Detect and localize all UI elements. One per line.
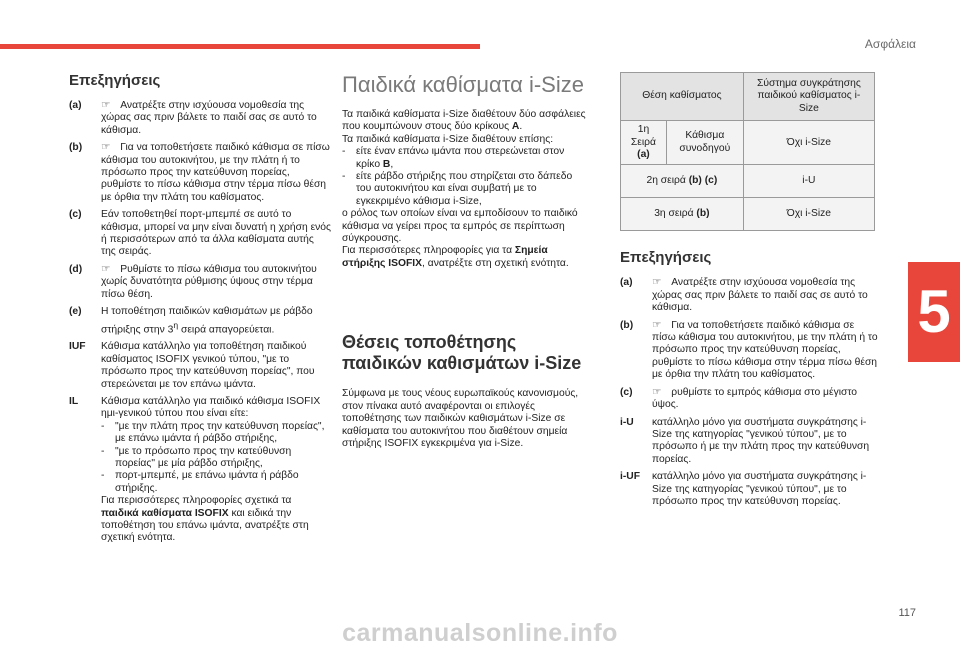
explanations-heading: Επεξηγήσεις xyxy=(620,249,712,267)
table-row xyxy=(621,198,875,231)
note-text: κατάλληλο μόνο για συστήματα συγκράτησης i-Size της κατηγορίας "γενικού τύπου", με το πρόσωπο ή με την πλάτη προς την κατεύθυνση πορείας. xyxy=(652,416,870,465)
cross-reference: παιδικά καθίσματα ISOFIX xyxy=(101,507,229,519)
explanations-column-left xyxy=(69,72,331,550)
table-header-row xyxy=(621,73,875,121)
note-text: κατάλληλο μόνο για συστήματα συγκράτησης i-Size της κατηγορίας "γενικού τύπου", με το πρόσωπο προς την κατεύθυνση πορείας. xyxy=(652,471,867,507)
note-key: (c) xyxy=(69,209,82,221)
arrow-icon: ☞ xyxy=(652,319,662,331)
explanations-heading: Επεξηγήσεις xyxy=(69,72,161,89)
table-cell: 1η Σειρά (a) xyxy=(621,121,667,165)
note-iuf xyxy=(620,471,878,508)
note-iu xyxy=(620,417,878,467)
chapter-tab: 5 xyxy=(908,262,960,362)
table-row xyxy=(621,165,875,198)
table-header: Θέση καθίσματος xyxy=(621,73,744,121)
table-header: Σύστημα συγκράτησης παιδικού καθίσματος i-Size xyxy=(743,73,874,121)
top-accent-bar xyxy=(0,44,480,49)
note-key: (e) xyxy=(69,306,82,318)
section-subtitle: Θέσεις τοποθέτησης παιδικών καθισμάτων i-Size xyxy=(342,332,582,374)
table-cell: Όχι i-Size xyxy=(743,121,874,165)
isize-column xyxy=(342,72,587,450)
isize-seat-table xyxy=(620,72,875,231)
arrow-icon: ☞ xyxy=(652,277,662,289)
note-key: (d) xyxy=(69,263,83,275)
note-text: Για να τοποθετήσετε παιδικό κάθισμα σε πίσω κάθισμα του αυτοκινήτου, με την πλάτη ή το πρόσωπο προς την κατεύθυνση πορείας, ρυθμίστε το πίσω κάθισμα στην τέρμα πίσω θέση με όρθια την πλάτη του καθίσματος. xyxy=(652,319,878,381)
note-key: (c) xyxy=(620,386,633,398)
list-item: - "με το πρόσωπο προς την κατεύθυνση πορείας" με μία ράβδο στήριξης, xyxy=(101,445,292,469)
note-key: (b) xyxy=(620,319,634,331)
table-column xyxy=(620,72,878,513)
note-text: σειρά απαγορεύεται. xyxy=(178,323,275,335)
arrow-icon: ☞ xyxy=(101,263,111,275)
arrow-icon: ☞ xyxy=(101,142,111,154)
paragraph: Για περισσότερες πληροφορίες για τα Σημεία στήριξης ISOFIX, ανατρέξτε στη σχετική ενότητα. xyxy=(342,245,569,269)
note-text: Κάθισμα κατάλληλο για παιδικό κάθισμα ISOFIX ημι-γενικού τύπου που είναι είτε: xyxy=(101,395,321,420)
note-key: (a) xyxy=(69,100,82,111)
table-cell: Κάθισμα συνοδηγού xyxy=(666,121,743,165)
section-title: Ασφάλεια xyxy=(864,37,916,51)
table-cell: i-U xyxy=(743,165,874,198)
note-a xyxy=(620,277,878,314)
note-c xyxy=(69,209,331,259)
note-text: Ανατρέξτε στην ισχύουσα νομοθεσία της χώρας σας πριν βάλετε το παιδί σας σε αυτό το κάθισμα. xyxy=(101,100,317,136)
superscript: η xyxy=(173,319,179,330)
table-cell: 3η σειρά (b) xyxy=(621,198,744,231)
note-il xyxy=(69,396,331,545)
note-text: ρυθμίστε το εμπρός κάθισμα στο μέγιστο ύψος. xyxy=(652,386,858,411)
note-key: i-U xyxy=(620,416,634,428)
arrow-icon: ☞ xyxy=(652,386,662,398)
list-item: - πορτ-μπεμπέ, με επάνω ιμάντα ή ράβδο στήριξης. xyxy=(101,470,299,494)
note-key: (a) xyxy=(620,277,633,289)
paragraph: ο ρόλος των οποίων είναι να εμποδίσουν το παιδικό κάθισμα να γείρει προς τα εμπρός σε περίπτωση σύγκρουσης. xyxy=(342,208,578,245)
note-key: (b) xyxy=(69,142,83,154)
note-text: Ανατρέξτε στην ισχύουσα νομοθεσία της χώρας σας πριν βάλετε το παιδί σας σε αυτό το κάθισμα. xyxy=(652,277,868,314)
cross-reference: Σημεία στήριξης ISOFIX xyxy=(342,245,548,269)
note-text: Ρυθμίστε το πίσω κάθισμα του αυτοκινήτου χωρίς δυνατότητα ρύθμισης ύψους στην τέρμα πίσω θέση. xyxy=(101,263,317,300)
arrow-icon: ☞ xyxy=(101,100,111,111)
note-key: IUF xyxy=(69,341,86,353)
paragraph: Τα παιδικά καθίσματα i-Size διαθέτουν επίσης: xyxy=(342,133,554,145)
table-cell: Όχι i-Size xyxy=(743,198,874,231)
note-a xyxy=(69,100,331,137)
note-b xyxy=(69,142,331,204)
page-title: Παιδικά καθίσματα i-Size xyxy=(342,72,584,97)
paragraph: Σύμφωνα με τους νέους ευρωπαϊκούς κανονισμούς, στον πίνακα αυτό αναφέρονται οι επιλογές τοποθέτησης των παιδικών καθισμάτων i-Size σε καθίσματα του αυτοκινήτου που διαθέτουν σημεία στήριξης ISOFIX εγκεκριμένα για i-Size. xyxy=(342,388,579,449)
list-item: - είτε ράβδο στήριξης που στηρίζεται στο δάπεδο του αυτοκινήτου και είναι συμβατή με το εγκεκριμένο κάθισμα i-Size, xyxy=(342,171,573,207)
note-iuf xyxy=(69,341,331,391)
note-d xyxy=(69,264,331,301)
note-text: Για περισσότερες πληροφορίες σχετικά τα παιδικά καθίσματα ISOFIX και ειδικά την τοποθέτηση του επάνω ιμάντα, ανατρέξτε στη σχετική ενότητα. xyxy=(101,495,309,544)
list-item: - είτε έναν επάνω ιμάντα που στερεώνεται στον κρίκο B, xyxy=(342,146,565,170)
page-number: 117 xyxy=(898,607,916,619)
list-item: - "με την πλάτη προς την κατεύθυνση πορείας", με επάνω ιμάντα ή ράβδο στήριξης, xyxy=(101,420,325,445)
note-b xyxy=(620,320,878,382)
note-text: Για να τοποθετήσετε παιδικό κάθισμα σε πίσω κάθισμα του αυτοκινήτου, με την πλάτη ή το πρόσωπο προς την κατεύθυνση πορείας, ρυθμίστε το πίσω κάθισμα στην τέρμα πίσω θέση με όρθια την πλάτη του καθίσματος. xyxy=(101,142,330,203)
note-key: i-UF xyxy=(620,471,641,483)
note-c xyxy=(620,387,878,412)
table-row xyxy=(621,121,875,165)
note-key: IL xyxy=(69,395,79,407)
note-e xyxy=(69,306,331,336)
table-cell: 2η σειρά (b) (c) xyxy=(621,165,744,198)
note-text: Η τοποθέτηση παιδικών καθισμάτων με ράβδο στήριξης στην 3 xyxy=(101,306,313,335)
paragraph: Τα παιδικά καθίσματα i-Size διαθέτουν δύο ασφάλειες που κουμπώνουν στους δύο κρίκους A. xyxy=(342,109,586,133)
note-text: Εάν τοποθετηθεί πορτ-μπεμπέ σε αυτό το κάθισμα, μπορεί να μην είναι δυνατή η χρήση ενός ή περισσότερων από τα άλλα καθίσματα αυτής της σειράς. xyxy=(101,209,331,258)
note-text: Κάθισμα κατάλληλο για τοποθέτηση παιδικού καθίσματος ISOFIX γενικού τύπου, "με το πρόσωπο προς την κατεύθυνση πορείας", που στερεώνεται με τον επάνω ιμάντα. xyxy=(101,341,315,390)
watermark: carmanualsonline.info xyxy=(342,619,618,647)
